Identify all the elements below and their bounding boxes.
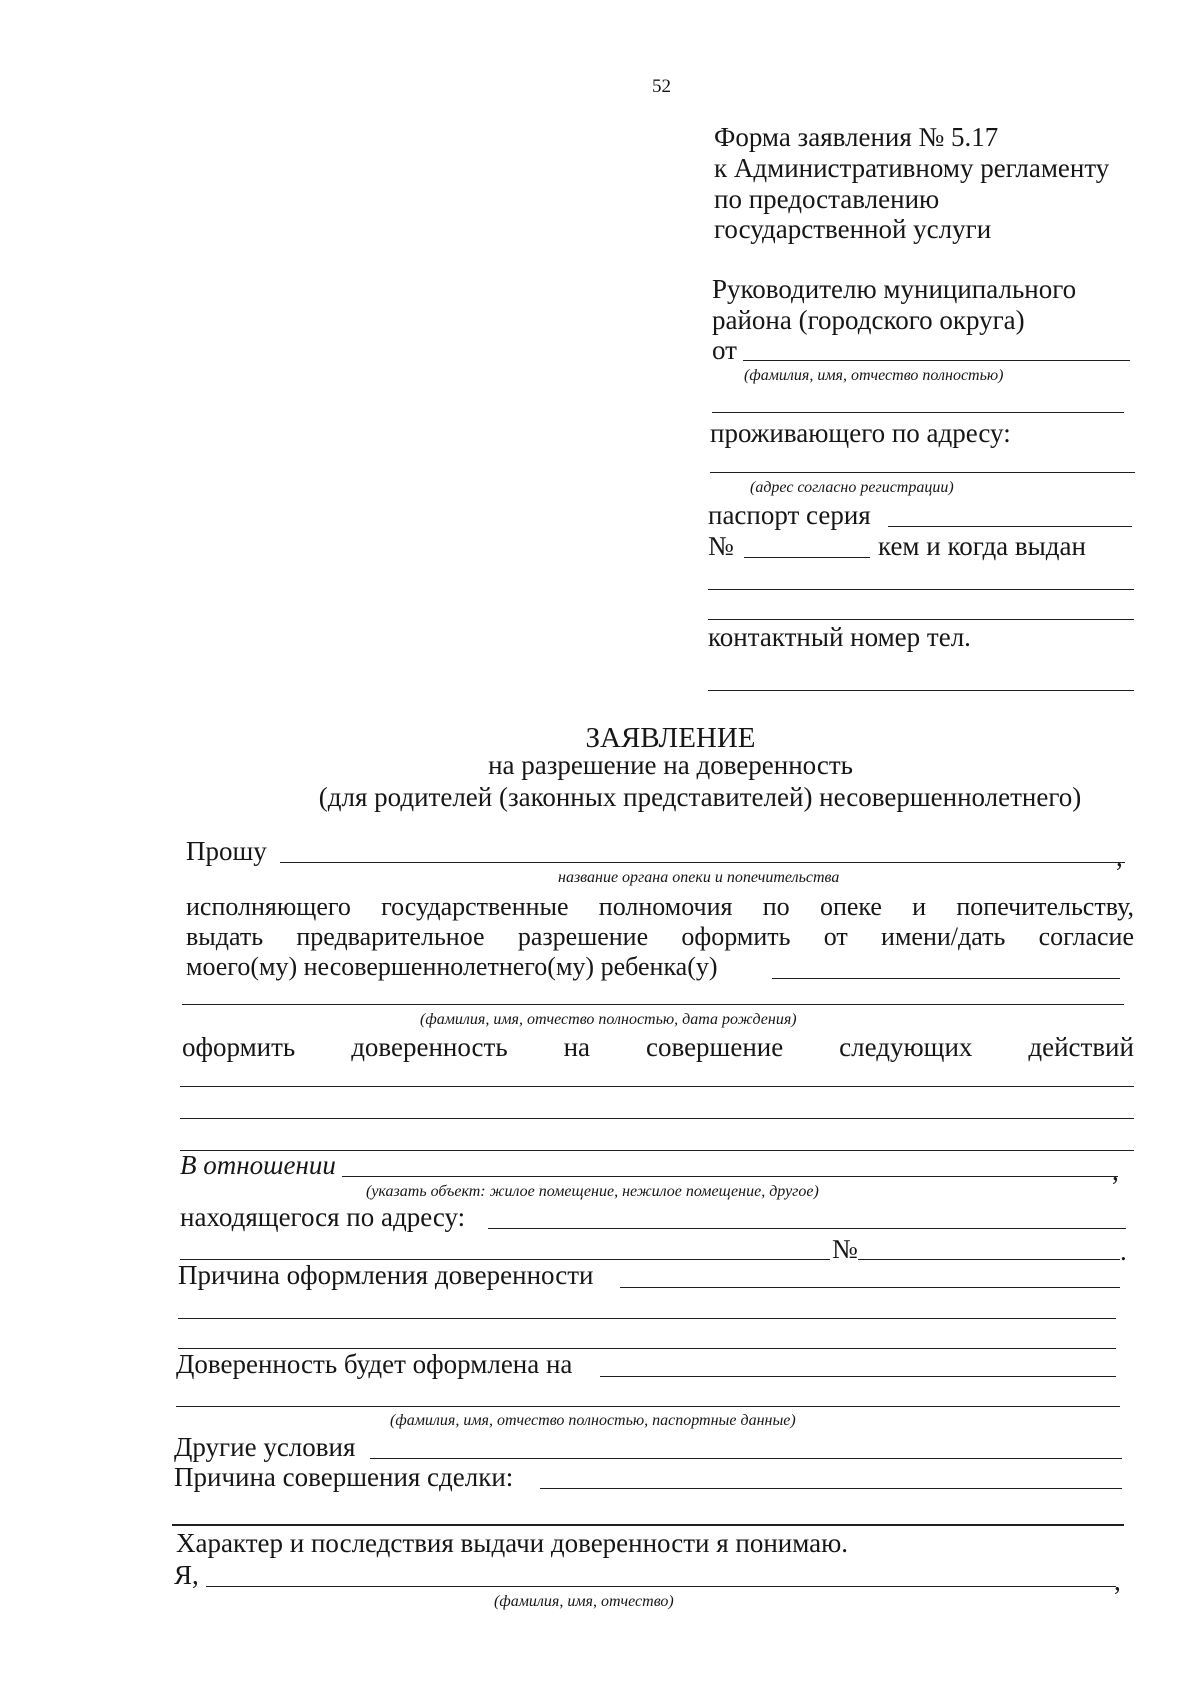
phone-field[interactable]	[708, 690, 1134, 691]
address-caption: (адрес согласно регистрации)	[750, 479, 954, 496]
actions-word: совершение	[646, 1032, 784, 1062]
header-line: государственной услуги	[714, 214, 992, 244]
comma: ,	[1112, 1156, 1119, 1186]
deal-reason-label: Причина совершения сделки:	[174, 1462, 514, 1492]
comma: ,	[1114, 1566, 1121, 1596]
document-title: ЗАЯВЛЕНИЕ	[585, 722, 756, 754]
document-subtitle: (для родителей (законных представителей) несовершеннолетнего)	[318, 782, 1082, 812]
page-number: 52	[652, 76, 671, 97]
header-line: по предоставлению	[714, 184, 940, 214]
guardianship-authority-field[interactable]	[280, 862, 1125, 863]
reason-field[interactable]	[620, 1287, 1120, 1288]
regarding-label: В отношении	[180, 1150, 336, 1180]
comma: ,	[1116, 842, 1123, 872]
applicant-name-field[interactable]	[206, 1586, 1116, 1587]
object-caption: (указать объект: жилое помещение, нежилое помещение, другое)	[366, 1183, 819, 1200]
address-label: проживающего по адресу:	[710, 418, 1011, 448]
actions-word: оформить	[182, 1032, 296, 1062]
from-field-continued[interactable]	[712, 412, 1124, 413]
number-label: №	[832, 1234, 858, 1264]
i-label: Я,	[174, 1560, 199, 1590]
child-field-continued[interactable]	[182, 1004, 1124, 1005]
issued-by-field-continued[interactable]	[708, 619, 1134, 620]
located-label: находящегося по адресу:	[180, 1202, 466, 1232]
passport-series-label: паспорт серия	[708, 500, 871, 530]
actions-word: доверенность	[351, 1032, 508, 1062]
actions-field[interactable]	[180, 1086, 1134, 1087]
form-title: Форма заявления № 5.17	[714, 122, 999, 152]
other-conditions-field[interactable]	[370, 1458, 1122, 1459]
from-caption: (фамилия, имя, отчество полностью)	[744, 367, 1004, 384]
paragraph-line: выдать предварительное разрешение оформить от имени/дать согласие	[186, 922, 1134, 951]
object-field[interactable]	[342, 1176, 1118, 1177]
child-field[interactable]	[772, 978, 1120, 979]
actions-word: следующих	[839, 1032, 973, 1062]
child-caption: (фамилия, имя, отчество полностью, дата рождения)	[420, 1011, 797, 1028]
object-address-field[interactable]	[488, 1228, 1126, 1229]
passport-number-label: №	[708, 531, 734, 561]
object-number-field[interactable]	[858, 1259, 1120, 1260]
actions-word: действий	[1028, 1032, 1134, 1062]
actions-word: на	[563, 1032, 591, 1062]
passport-series-field[interactable]	[888, 526, 1132, 527]
actions-line	[182, 1034, 1134, 1061]
issued-by-field[interactable]	[708, 589, 1134, 590]
deal-reason-field-continued[interactable]	[172, 1524, 1124, 1526]
header-line: к Административному регламенту	[714, 153, 1110, 183]
issued-to-label: Доверенность будет оформлена на	[176, 1349, 573, 1379]
authority-caption: название органа опеки и попечительства	[558, 869, 840, 886]
phone-label: контактный номер тел.	[708, 622, 971, 652]
actions-field-continued[interactable]	[180, 1118, 1134, 1119]
addressee-line: района (городского округа)	[712, 305, 1025, 335]
request-label: Прошу	[186, 836, 267, 866]
from-field[interactable]	[743, 360, 1130, 361]
other-conditions-label: Другие условия	[174, 1432, 356, 1462]
address-field[interactable]	[710, 472, 1135, 473]
issued-to-caption: (фамилия, имя, отчество полностью, паспортные данные)	[390, 1412, 796, 1429]
reason-field-continued[interactable]	[178, 1318, 1116, 1319]
understanding-statement: Характер и последствия выдачи доверенности я понимаю.	[176, 1528, 849, 1558]
addressee-line: Руководителю муниципального	[712, 274, 1077, 304]
paragraph-line: моего(му) несовершеннолетнего(му) ребенка(у)	[186, 952, 718, 981]
applicant-name-caption: (фамилия, имя, отчество)	[494, 1593, 674, 1610]
paragraph-line: исполняющего государственные полномочия по опеке и попечительству,	[186, 892, 1134, 921]
period: .	[1120, 1236, 1127, 1266]
issued-to-field-continued[interactable]	[176, 1406, 1120, 1407]
reason-label: Причина оформления доверенности	[178, 1260, 594, 1290]
from-label: от	[712, 335, 737, 365]
deal-reason-field[interactable]	[540, 1488, 1122, 1489]
issued-by-label: кем и когда выдан	[878, 531, 1086, 561]
passport-number-field[interactable]	[744, 557, 870, 558]
document-subtitle: на разрешение на доверенность	[488, 750, 853, 780]
issued-to-field[interactable]	[600, 1376, 1116, 1377]
